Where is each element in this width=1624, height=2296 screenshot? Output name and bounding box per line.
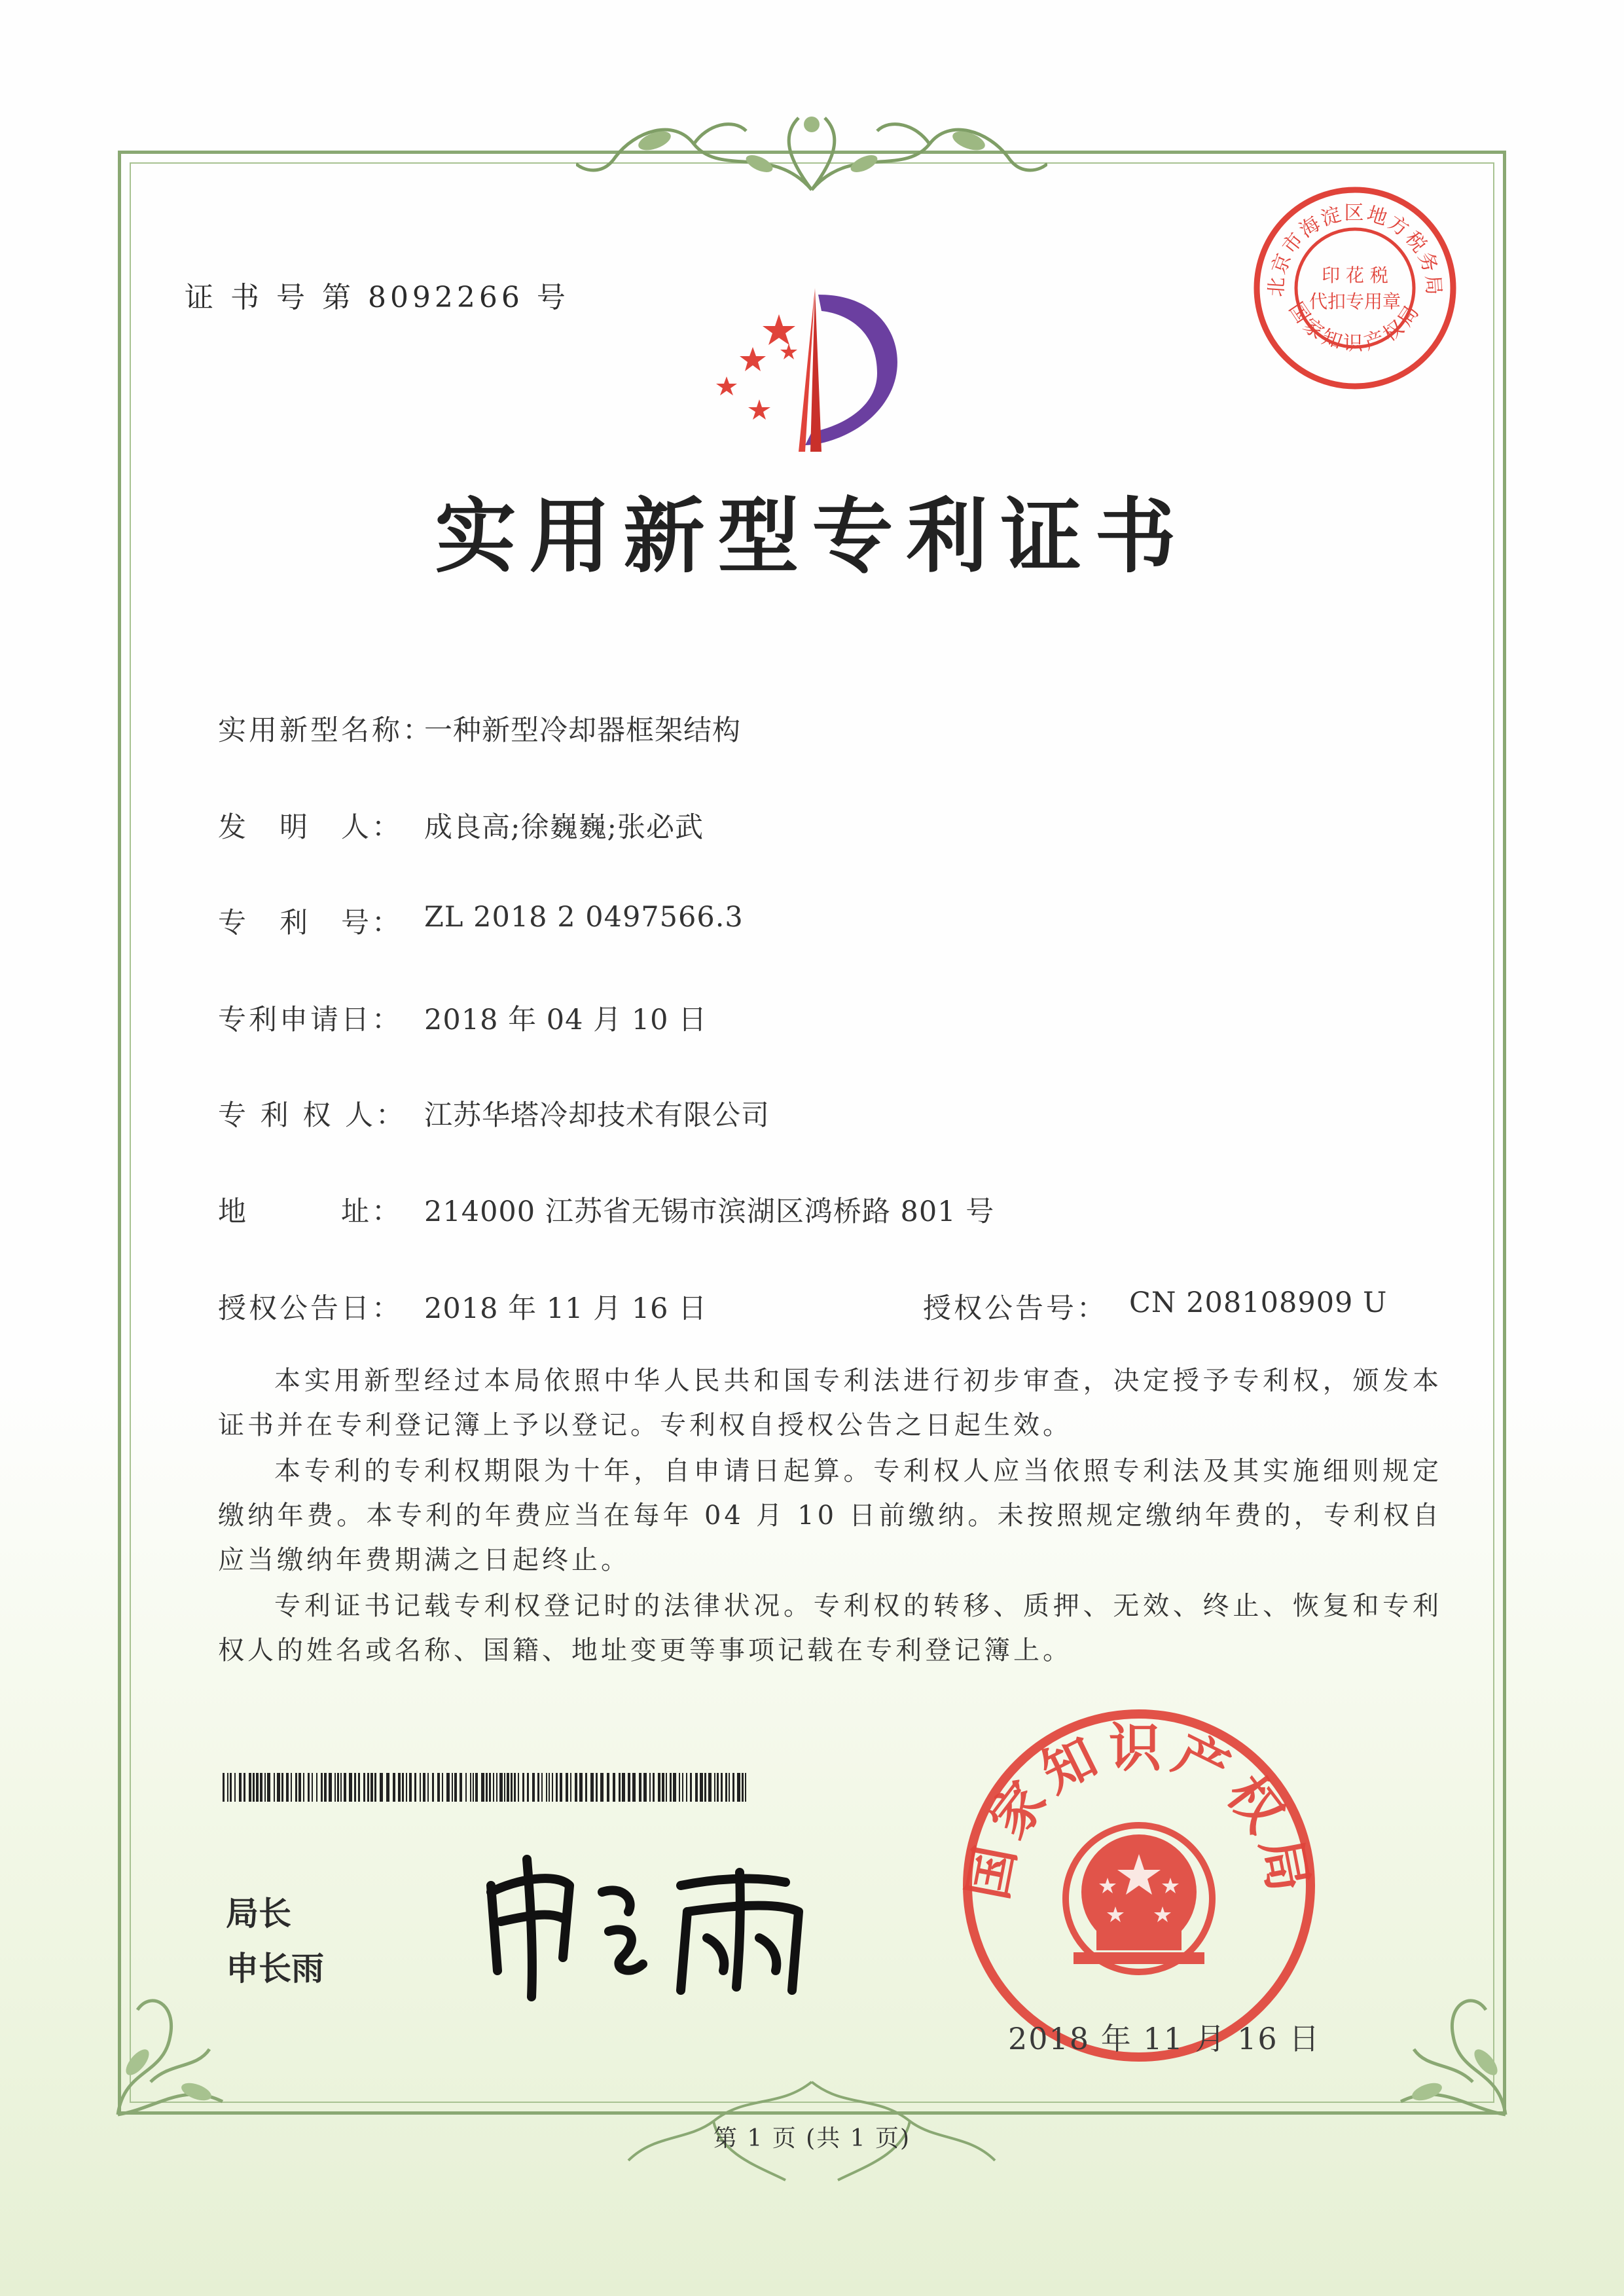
- barcode-bar: [658, 1773, 660, 1802]
- tax-stamp-ring-text: 北京市海淀区地方税务局: [1265, 202, 1445, 298]
- barcode-bar: [673, 1773, 676, 1802]
- grant-date-label: 授权公告日：: [218, 1292, 403, 1325]
- barcode-bar: [337, 1773, 339, 1802]
- barcode-bar: [560, 1773, 562, 1802]
- official-seal: [956, 1702, 1322, 2069]
- barcode-bar: [511, 1773, 513, 1802]
- barcode-bar: [291, 1773, 292, 1802]
- address-value: 214000 江苏省无锡市滨湖区鸿桥路 801 号: [424, 1195, 995, 1228]
- barcode-bar: [321, 1773, 323, 1802]
- barcode-bar: [622, 1773, 625, 1802]
- tax-stamp-center-line-2: 代扣专用章: [1308, 291, 1401, 312]
- barcode-bar: [432, 1773, 434, 1802]
- barcode-bar: [639, 1773, 641, 1802]
- barcode-bar: [717, 1773, 719, 1802]
- star-icon: [716, 314, 797, 420]
- barcode-bar: [386, 1773, 389, 1802]
- barcode-bar: [704, 1773, 706, 1802]
- name-value: 一种新型冷却器框架结构: [424, 714, 741, 747]
- barcode-bar: [670, 1773, 672, 1802]
- certificate-title: 实用新型专利证书: [435, 489, 1189, 584]
- barcode-bar: [234, 1773, 236, 1802]
- barcode-bar: [308, 1773, 310, 1802]
- tax-stamp-bottom-text: 国家知识产权局: [1284, 298, 1426, 355]
- barcode-bar: [643, 1773, 647, 1802]
- barcode-bar: [666, 1773, 667, 1802]
- official-seal-text: 国家知识产权局: [956, 1717, 1322, 1904]
- handwritten-signature: [471, 1846, 838, 2003]
- barcode-bar: [380, 1773, 383, 1802]
- barcode-bar: [473, 1773, 474, 1802]
- barcode-bar: [619, 1773, 621, 1802]
- inventor-label: 发 明 人：: [218, 811, 403, 844]
- barcode-bar: [264, 1773, 266, 1802]
- barcode-bar: [552, 1773, 553, 1802]
- barcode-bar: [596, 1773, 598, 1802]
- grant-date-value: 2018 年 11 月 16 日: [424, 1292, 708, 1325]
- barcode-bar: [402, 1773, 404, 1802]
- patent-number-label: 专 利 号：: [218, 907, 403, 939]
- barcode-bar: [662, 1773, 664, 1802]
- barcode-bar: [277, 1773, 280, 1802]
- barcode-bar: [363, 1773, 365, 1802]
- barcode-bar: [239, 1773, 242, 1802]
- barcode-bar: [493, 1773, 494, 1802]
- barcode-bar: [628, 1773, 630, 1802]
- barcode-bar: [358, 1773, 360, 1802]
- barcode-bar: [575, 1773, 577, 1802]
- barcode-bar: [725, 1773, 727, 1802]
- barcode: [223, 1773, 746, 1802]
- barcode-bar: [632, 1773, 636, 1802]
- barcode-bar: [613, 1773, 615, 1802]
- tax-stamp: [1244, 177, 1466, 399]
- barcode-bar: [489, 1773, 491, 1802]
- barcode-bar: [423, 1773, 425, 1802]
- barcode-bar: [532, 1773, 535, 1802]
- barcode-bar: [344, 1773, 346, 1802]
- filing-date-label: 专利申请日：: [218, 1004, 403, 1036]
- barcode-bar: [546, 1773, 547, 1802]
- barcode-bar: [556, 1773, 558, 1802]
- barcode-bar: [244, 1773, 245, 1802]
- barcode-bar: [260, 1773, 262, 1802]
- barcode-bar: [367, 1773, 369, 1802]
- barcode-bar: [316, 1773, 317, 1802]
- barcode-bar: [537, 1773, 539, 1802]
- barcode-bar: [549, 1773, 550, 1802]
- barcode-bar: [649, 1773, 651, 1802]
- barcode-bar: [281, 1773, 283, 1802]
- barcode-bar: [420, 1773, 421, 1802]
- barcode-bar: [334, 1773, 336, 1802]
- director-title: 局长: [226, 1895, 291, 1933]
- barcode-bar: [737, 1773, 740, 1802]
- barcode-bar: [690, 1773, 692, 1802]
- name-label: 实用新型名称：: [218, 714, 433, 747]
- barcode-bar: [452, 1773, 453, 1802]
- barcode-bar: [600, 1773, 604, 1802]
- barcode-bar: [437, 1773, 440, 1802]
- barcode-bar: [312, 1773, 313, 1802]
- barcode-bar: [745, 1773, 746, 1802]
- barcode-bar: [504, 1773, 505, 1802]
- barcode-bar: [518, 1773, 519, 1802]
- barcode-bar: [742, 1773, 744, 1802]
- barcode-bar: [714, 1773, 715, 1802]
- barcode-bar: [230, 1773, 232, 1802]
- barcode-bar: [465, 1773, 467, 1802]
- patentee-value: 江苏华塔冷却技术有限公司: [424, 1099, 770, 1132]
- barcode-bar: [499, 1773, 503, 1802]
- barcode-bar: [507, 1773, 509, 1802]
- barcode-bar: [732, 1773, 734, 1802]
- barcode-bar: [427, 1773, 429, 1802]
- barcode-bar: [729, 1773, 730, 1802]
- barcode-bar: [256, 1773, 259, 1802]
- certificate-number: 证 书 号 第 8092266 号: [185, 281, 569, 314]
- barcode-bar: [700, 1773, 703, 1802]
- barcode-bar: [566, 1773, 568, 1802]
- barcode-bar: [227, 1773, 228, 1802]
- official-seal-date: 2018 年 11 月 16 日: [1008, 2021, 1321, 2056]
- barcode-bar: [223, 1773, 225, 1802]
- address-label: 地 址：: [218, 1195, 403, 1228]
- barcode-bar: [475, 1773, 478, 1802]
- barcode-bar: [253, 1773, 255, 1802]
- barcode-bar: [267, 1773, 270, 1802]
- top-ornament: [576, 105, 1047, 203]
- barcode-bar: [286, 1773, 289, 1802]
- inventor-value: 成良高;徐巍巍;张必武: [424, 811, 704, 844]
- barcode-bar: [541, 1773, 543, 1802]
- barcode-bar: [579, 1773, 583, 1802]
- barcode-bar: [570, 1773, 571, 1802]
- barcode-bar: [393, 1773, 395, 1802]
- barcode-bar: [686, 1773, 687, 1802]
- patent-number-value: ZL 2018 2 0497566.3: [424, 901, 744, 934]
- barcode-bar: [249, 1773, 251, 1802]
- barcode-bar: [470, 1773, 471, 1802]
- barcode-bar: [695, 1773, 698, 1802]
- barcode-bar: [406, 1773, 407, 1802]
- body-paragraph-3: 专利证书记载专利权登记时的法律状况。专利权的转移、质押、无效、终止、恢复和专利权人的姓名或名称、国籍、地址变更等事项记载在专利登记簿上。: [218, 1591, 1442, 1666]
- barcode-bar: [653, 1773, 655, 1802]
- patentee-label: 专 利 权 人：: [218, 1099, 407, 1132]
- corner-ornament-right: [1381, 1951, 1512, 2121]
- barcode-bar: [295, 1773, 297, 1802]
- grant-number-value: CN 208108909 U: [1129, 1286, 1388, 1319]
- barcode-bar: [442, 1773, 443, 1802]
- tax-stamp-center-line-1: 印 花 税: [1322, 264, 1388, 286]
- corner-ornament-left: [111, 1951, 242, 2121]
- grant-number-label: 授权公告号：: [923, 1292, 1108, 1325]
- barcode-bar: [329, 1773, 332, 1802]
- barcode-bar: [454, 1773, 457, 1802]
- barcode-bar: [446, 1773, 450, 1802]
- barcode-bar: [585, 1773, 587, 1802]
- barcode-bar: [607, 1773, 609, 1802]
- barcode-bar: [324, 1773, 327, 1802]
- barcode-bar: [340, 1773, 342, 1802]
- director-name: 申长雨: [226, 1950, 324, 1988]
- barcode-bar: [374, 1773, 376, 1802]
- barcode-bar: [496, 1773, 497, 1802]
- barcode-bar: [514, 1773, 516, 1802]
- barcode-bar: [679, 1773, 680, 1802]
- barcode-bar: [486, 1773, 488, 1802]
- barcode-bar: [527, 1773, 529, 1802]
- barcode-bar: [303, 1773, 304, 1802]
- body-paragraph-2: 本专利的专利权期限为十年，自申请日起算。专利权人应当依照专利法及其实施细则规定缴纳年费。本专利的年费应当在每年 04 月 10 日前缴纳。未按照规定缴纳年费的，专利权自应当缴纳年费期满之日起终止。: [218, 1456, 1442, 1575]
- barcode-bar: [398, 1773, 401, 1802]
- barcode-bar: [298, 1773, 301, 1802]
- patent-office-emblem-icon: [681, 268, 943, 465]
- barcode-bar: [708, 1773, 712, 1802]
- filing-date-value: 2018 年 04 月 10 日: [424, 1004, 708, 1036]
- barcode-bar: [354, 1773, 356, 1802]
- barcode-bar: [460, 1773, 462, 1802]
- barcode-bar: [522, 1773, 524, 1802]
- barcode-bar: [481, 1773, 484, 1802]
- barcode-bar: [414, 1773, 416, 1802]
- barcode-bar: [370, 1773, 373, 1802]
- barcode-bar: [590, 1773, 594, 1802]
- barcode-bar: [682, 1773, 683, 1802]
- body-paragraph-1: 本实用新型经过本局依照中华人民共和国专利法进行初步审查，决定授予专利权，颁发本证书并在专利登记簿上予以登记。专利权自授权公告之日起生效。: [218, 1366, 1442, 1440]
- barcode-bar: [721, 1773, 723, 1802]
- barcode-bar: [349, 1773, 352, 1802]
- barcode-bar: [274, 1773, 275, 1802]
- page-number: 第 1 页 (共 1 页): [713, 2125, 911, 2152]
- barcode-bar: [409, 1773, 412, 1802]
